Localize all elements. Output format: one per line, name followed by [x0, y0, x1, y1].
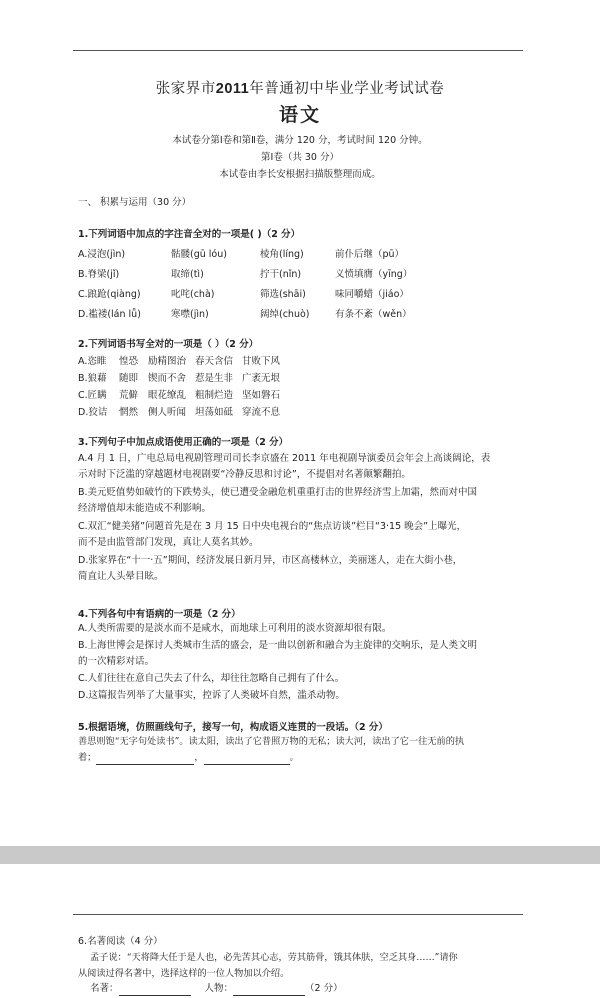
- question-5-stem: 5.根据语境，仿照画线句子，接写一句，构成语义连贯的一段话。（2 分）: [78, 722, 388, 733]
- question-3-option-a-line-1: A.4 月 1 日，广电总局电视剧管理司司长李京盛在 2011 年电视剧导演委员会年会上高谈阔论，表: [78, 453, 491, 464]
- question-4-option-b-line-1: B.上海世博会是探讨人类城市生活的盛会，是一曲以创新和融合为主旋律的交响乐，是人类文明: [78, 640, 478, 651]
- page-gap: [0, 846, 600, 864]
- question-3-stem: 3.下列句子中加点成语使用正确的一项是（2 分）: [78, 437, 289, 448]
- question-3-option-c-line-2: 而不是由监管部门发现，真让人莫名其妙。: [78, 537, 259, 548]
- question-3-option-b-line-2: 经济增值却未能造成不利影响。: [78, 503, 212, 514]
- question-4-option-b-line-2: 的一次精彩对话。: [78, 656, 155, 667]
- question-6-passage-line-2: 从阅读过得名著中，选择这样的一位人物加以介绍。: [78, 968, 290, 979]
- exam-page-2: [0, 864, 600, 998]
- question-4-stem: 4.下列各句中有语病的一项是（2 分）: [78, 609, 241, 620]
- question-3-option-d-line-1: D.张家界在“十一·五”期间，经济发展日新月异，市区高楼林立，美丽迷人，走在大街小巷，: [78, 555, 463, 566]
- question-6-stem: 6.名著阅读（4 分）: [78, 936, 163, 947]
- question-3-option-b-line-1: B.美元贬值势如破竹的下跌势头，使已遭受金融危机重重打击的世界经济雪上加霜，然而对中国: [78, 487, 478, 498]
- question-3-option-d-line-2: 简直让人头晕目眩。: [78, 571, 164, 582]
- exam-info: 本试卷分第Ⅰ卷和第Ⅱ卷，满分 120 分，考试时间 120 分钟。: [172, 135, 428, 146]
- question-2-stem: 2.下列词语书写全对的一项是（ ）（2 分）: [78, 339, 259, 350]
- question-3-option-a-line-2: 示对时下泛滥的穿越题材电视剧要“冷静反思和讨论”，不提倡对名著颠繁翻拍。: [78, 469, 411, 480]
- question-4-option-d: D.这篇报告列举了大量事实，控诉了人类破坏自然，滥杀动物。: [78, 690, 345, 701]
- page-2-top-rule: [73, 914, 523, 915]
- question-6-passage-line-1: 孟子说：“天将降大任于是人也，必先苦其心志，劳其筋骨，饿其体肤，空乏其身……”请你: [90, 952, 458, 963]
- exam-title: 张家界市2011年普通初中毕业学业考试试卷: [155, 81, 445, 97]
- exam-page-1: 张家界市2011年普通初中毕业学业考试试卷 语文 本试卷分第Ⅰ卷和第Ⅱ卷，满分 120 分，考试时间 120 分钟。 第Ⅰ卷（共 30 分） 本试卷由李长安根据扫描版整理而成。 一、 积累与运用（30 分） 1.下列词语中加点的字注音全对的一项是( )（2 分） A.浸泡(jìn) 骷髅(gū lóu) 棱角(líng) 前仆后继（pū） B.脊梁(jǐ) 取缔(tì) 拧干(nǐn) 义愤填膺（yīng） C.踉跄(qiàng) 叱咤(chà) 筛选(shāi) 味同嚼蜡（jiáo） D.褴褛(lán lǚ) 寒噤(jìn) 阔绰(chuò) 有条不紊（wěn） 2.下列词语书写全对的一项是（ ）（2 分） A.恣睢 惶恐 励精图治 春天含信 甘败下风 B.狼藉 随即 锲而不舍 惹是生非 广袤无垠 C.匠瞒 荒僻 眼花缭乱 粗制烂造 坚如磐石 D.狡诘 惘然 侧人听闻 坦荡如砥 穿流不息 3.下列句子中加点成语使用正确的一项是（2 分） A.4 月 1 日，广电总局电视剧管理司司长李京盛在 2011 年电视剧导演委员会年会上高谈阔论，表 示对时下泛滥的穿越题材电视剧要“冷静反思和讨论”，不提倡对名著颠繁翻拍。 B.美元贬值势如破竹的下跌势头，使已遭受金融危机重重打击的世界经济雪上加霜，然而对中国 经济增值却未能造成不利影响。 C.双汇“健美猪”问题首先是在 3 月 15 日中央电视台的“焦点访谈”栏目“3·15 晚会”上曝光， 而不是由监管部门发现，真让人莫名其妙。 D.张家界在“十一·五”期间，经济发展日新月异，市区高楼林立，美丽迷人，走在大街小巷， 简直让人头晕目眩。 4.下列各句中有语病的一项是（2 分） A.人类所需要的是淡水而不是咸水，而地球上可利用的淡水资源却很有限。 B.上海世博会是探讨人类城市生活的盛会，是一曲以创新和融合为主旋律的交响乐，是人类文明 的一次精彩对话。 C.人们往往在意自己失去了什么，却往往忽略自己拥有了什么。 D.这篇报告列举了大量事实，控诉了人类破坏自然，滥杀动物。 5.根据语境，仿照画线句子，接写一句，构成语义连贯的一段话。（2 分） 善思则饱“无字句处读书”。读太阳，读出了它普照万物的无私；读大河，读出了它一往无前的执 着； ， 。: [0, 0, 600, 858]
- volume-info: 第Ⅰ卷（共 30 分）: [261, 152, 339, 163]
- question-1-stem: 1.下列词语中加点的字注音全对的一项是( )（2 分）: [78, 229, 301, 240]
- source-note: 本试卷由李长安根据扫描版整理而成。: [219, 169, 381, 180]
- book-name-blank[interactable]: [119, 983, 191, 996]
- question-5-answer-line: 着； ， 。: [78, 752, 299, 763]
- question-6-answer-line: 名著： 人物： （2 分）: [90, 983, 343, 994]
- question-3-option-c-line-1: C.双汇“健美猪”问题首先是在 3 月 15 日中央电视台的“焦点访谈”栏目“3·15 晚会”上曝光，: [78, 521, 467, 532]
- answer-blank-2[interactable]: [204, 752, 290, 765]
- question-5-passage: 善思则饱“无字句处读书”。读太阳，读出了它普照万物的无私；读大河，读出了它一往无前的执: [78, 736, 465, 747]
- top-rule: [73, 50, 523, 51]
- answer-blank-1[interactable]: [96, 752, 194, 765]
- character-blank[interactable]: [233, 983, 305, 996]
- subject-title: 语文: [278, 104, 321, 126]
- question-4-option-a: A.人类所需要的是淡水而不是咸水，而地球上可利用的淡水资源却很有限。: [78, 623, 392, 634]
- question-4-option-c: C.人们往往在意自己失去了什么，却往往忽略自己拥有了什么。: [78, 673, 345, 684]
- section-heading: 一、 积累与运用（30 分）: [78, 197, 192, 208]
